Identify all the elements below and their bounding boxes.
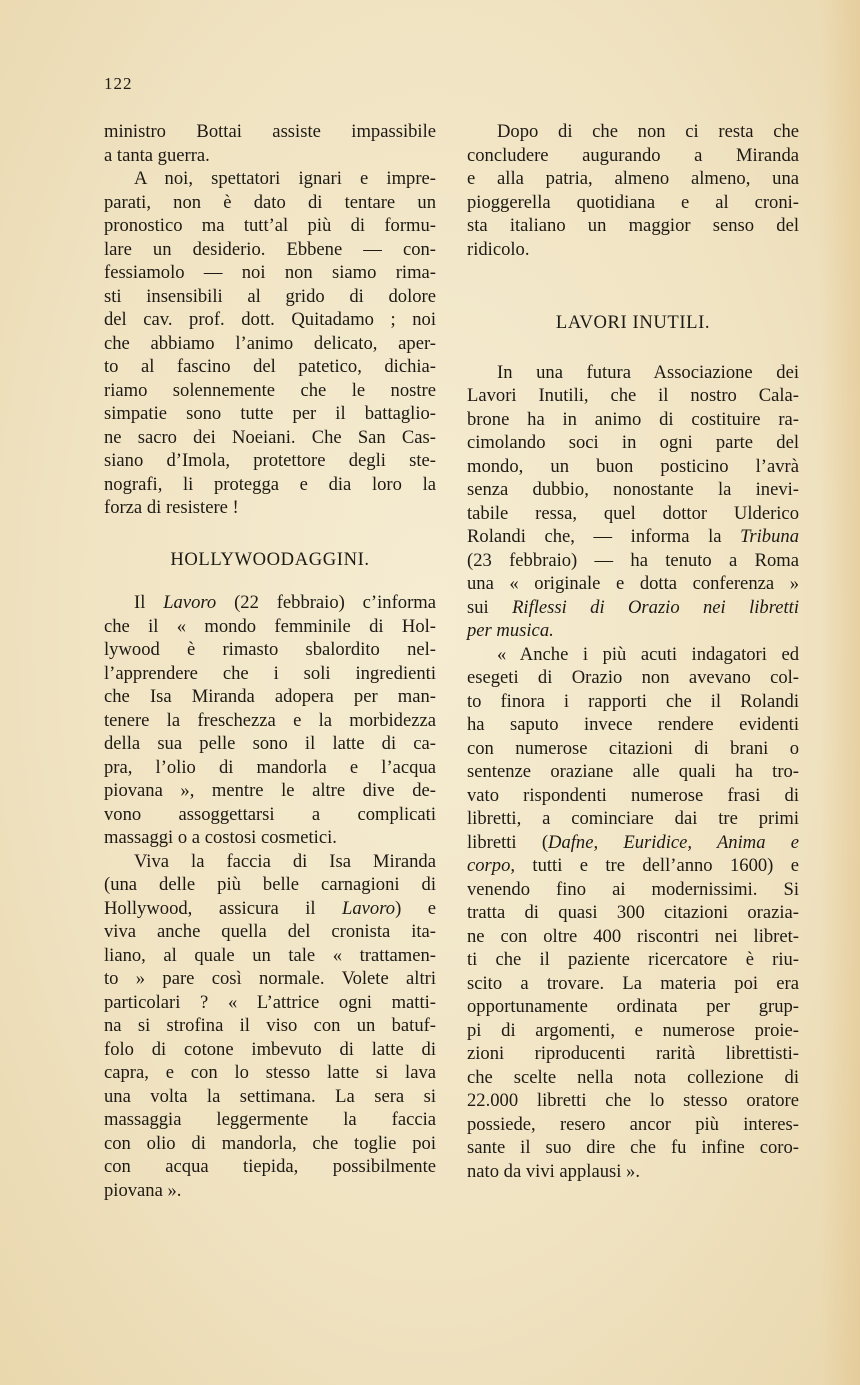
text-line: nato da vivi applausi ». bbox=[467, 1160, 640, 1182]
right-intro-paragraphs bbox=[467, 120, 799, 261]
text-line: folo di cotone imbevuto di latte di bbox=[104, 1038, 436, 1060]
text-line: Hollywood, assicura il Lavoro) e bbox=[104, 897, 437, 919]
text-line: ridicolo. bbox=[467, 238, 530, 260]
text-line: sui Riflessi di Orazio nei libretti bbox=[467, 596, 799, 618]
text-line: capra, e con lo stesso latte si lava bbox=[104, 1062, 436, 1083]
text-line: liano, al quale un tale « trattamen- bbox=[104, 944, 436, 966]
text-line: della sua pelle sono il latte di ca- bbox=[104, 733, 436, 754]
text-line: del cav. prof. dott. Quitadamo ; noi bbox=[104, 309, 436, 330]
text-line: l’apprendere che i soli ingredienti bbox=[104, 662, 436, 684]
text-line: na si strofina il viso con un batuf- bbox=[104, 1015, 436, 1036]
text-line: to » pare così normale. Volete altri bbox=[104, 968, 436, 989]
right-column bbox=[467, 120, 799, 1183]
text-line: con acqua tiepida, possibilmente bbox=[104, 1156, 436, 1177]
text-line: riamo solennemente che le nostre bbox=[104, 379, 436, 401]
text-line: vono assoggettarsi a complicati bbox=[104, 803, 436, 825]
text-line: esegeti di Orazio non avevano col- bbox=[467, 667, 799, 688]
text-line: corpo, tutti e tre dell’anno 1600) e bbox=[467, 855, 799, 876]
text-line: A noi, spettatori ignari e impre- bbox=[134, 168, 436, 189]
text-line: ti che il paziente ricercatore è riu- bbox=[467, 949, 799, 970]
section-heading-hollywoodaggini: HOLLYWOODAGGINI. bbox=[170, 548, 370, 570]
text-line: pioggerella quotidiana e al croni- bbox=[467, 191, 799, 213]
text-line: particolari ? « L’attrice ogni matti- bbox=[104, 991, 436, 1013]
text-line: lare un desiderio. Ebbene — con- bbox=[104, 238, 436, 260]
text-line: tabile ressa, quel dottor Ulderico bbox=[467, 502, 799, 524]
text-line: con numerose citazioni di brani o bbox=[467, 737, 799, 759]
text-line: (23 febbraio) — ha tenuto a Roma bbox=[467, 549, 799, 571]
text-line: tenere la freschezza e la morbidezza bbox=[104, 709, 436, 731]
text-line: che abbiamo l’animo delicato, aper- bbox=[104, 332, 436, 354]
text-line: to al fascino del patetico, dichia- bbox=[104, 356, 436, 377]
text-line: con olio di mandorla, che toglie poi bbox=[104, 1132, 436, 1154]
section-heading-lavori-inutili: LAVORI INUTILI. bbox=[555, 312, 711, 333]
text-line: ne con oltre 400 riscontri nei libret- bbox=[467, 925, 799, 947]
text-line: e alla patria, almeno almeno, una bbox=[467, 168, 799, 189]
left-column bbox=[104, 120, 436, 1202]
left-section-paragraphs bbox=[104, 591, 436, 1202]
page-edge-shading bbox=[820, 0, 860, 1385]
text-line: nografi, li protegga e dia loro la bbox=[104, 473, 436, 495]
text-line: che il « mondo femminile di Hol- bbox=[104, 615, 436, 637]
text-line: sante il suo dire che fu infine coro- bbox=[467, 1137, 799, 1158]
text-line: massaggia leggermente la faccia bbox=[104, 1109, 436, 1130]
text-line: sta italiano un maggior senso del bbox=[467, 215, 799, 236]
text-line: concludere augurando a Miranda bbox=[467, 144, 799, 166]
text-line: tratta di quasi 300 citazioni orazia- bbox=[467, 902, 799, 923]
text-line: una volta la settimana. La sera si bbox=[104, 1085, 436, 1107]
text-line: possiede, resero ancor più interes- bbox=[467, 1113, 799, 1135]
text-line: Lavori Inutili, che il nostro Cala- bbox=[467, 385, 799, 406]
text-line: opportunamente ordinata per grup- bbox=[467, 996, 799, 1017]
text-line: viva anche quella del cronista ita- bbox=[104, 921, 436, 942]
text-line: Viva la faccia di Isa Miranda bbox=[134, 850, 436, 872]
text-line: ha saputo invece rendere evidenti bbox=[467, 714, 799, 735]
text-line: ministro Bottai assiste impassibile bbox=[104, 121, 436, 142]
text-line: « Anche i più acuti indagatori ed bbox=[497, 643, 799, 665]
text-line: che Isa Miranda adopera per man- bbox=[104, 686, 436, 707]
text-line: piovana », mentre le altre dive de- bbox=[104, 780, 436, 801]
text-line: Il Lavoro (22 febbraio) c’informa bbox=[134, 592, 436, 613]
text-line: venendo fino ai modernissimi. Si bbox=[467, 878, 799, 900]
text-line: 22.000 libretti che lo stesso oratore bbox=[467, 1090, 799, 1111]
text-line: ne sacro dei Noeiani. Che San Cas- bbox=[104, 426, 436, 448]
text-line: brone ha in animo di costituire ra- bbox=[467, 408, 799, 430]
text-line: piovana ». bbox=[104, 1179, 182, 1201]
text-line: per musica. bbox=[467, 620, 554, 641]
left-intro-paragraphs bbox=[104, 120, 436, 520]
text-line: Dopo di che non ci resta che bbox=[497, 121, 799, 142]
text-line: zioni riproducenti rarità librettisti- bbox=[467, 1043, 799, 1064]
text-line: a tanta guerra. bbox=[104, 144, 210, 166]
right-section-paragraphs bbox=[467, 361, 799, 1184]
text-line: parati, non è dato di tentare un bbox=[104, 191, 436, 213]
text-line: mondo, un buon posticino l’avrà bbox=[467, 455, 799, 477]
text-line: pra, l’olio di mandorla e l’acqua bbox=[104, 756, 436, 778]
text-line: pronostico ma tutt’al più di formu- bbox=[104, 215, 436, 236]
text-line: una « originale e dotta conferenza » bbox=[467, 573, 799, 594]
text-line: sentenze oraziane alle quali ha tro- bbox=[467, 761, 799, 782]
text-line: siano d’Imola, protettore degli ste- bbox=[104, 450, 436, 471]
text-line: simpatie sono tutte per il battaglio- bbox=[104, 403, 436, 424]
text-line: libretti (Dafne, Euridice, Anima e bbox=[467, 831, 799, 853]
text-line: vato rispondenti numerose frasi di bbox=[467, 784, 799, 806]
page-number: 122 bbox=[104, 74, 133, 93]
text-line: pi di argomenti, e numerose proie- bbox=[467, 1019, 799, 1041]
text-line: forza di resistere ! bbox=[104, 497, 239, 518]
text-line: libretti, a cominciare dai tre primi bbox=[467, 808, 799, 829]
text-line: Rolandi che, — informa la Tribuna bbox=[467, 526, 799, 547]
text-line: to finora i rapporti che il Rolandi bbox=[467, 690, 799, 712]
text-line: sti insensibili al grido di dolore bbox=[104, 285, 436, 307]
text-line: fessiamolo — noi non siamo rima- bbox=[104, 262, 436, 283]
text-line: che scelte nella nota collezione di bbox=[467, 1066, 799, 1088]
text-line: lywood è rimasto sbalordito nel- bbox=[104, 639, 436, 660]
text-line: (una delle più belle carnagioni di bbox=[104, 874, 436, 895]
text-line: senza dubbio, nonostante la inevi- bbox=[467, 479, 799, 500]
text-line: scito a trovare. La materia poi era bbox=[467, 972, 799, 994]
text-line: cimolando soci in ogni parte del bbox=[467, 432, 799, 453]
text-line: In una futura Associazione dei bbox=[497, 361, 799, 383]
text-line: massaggi o a costosi cosmetici. bbox=[104, 827, 337, 848]
